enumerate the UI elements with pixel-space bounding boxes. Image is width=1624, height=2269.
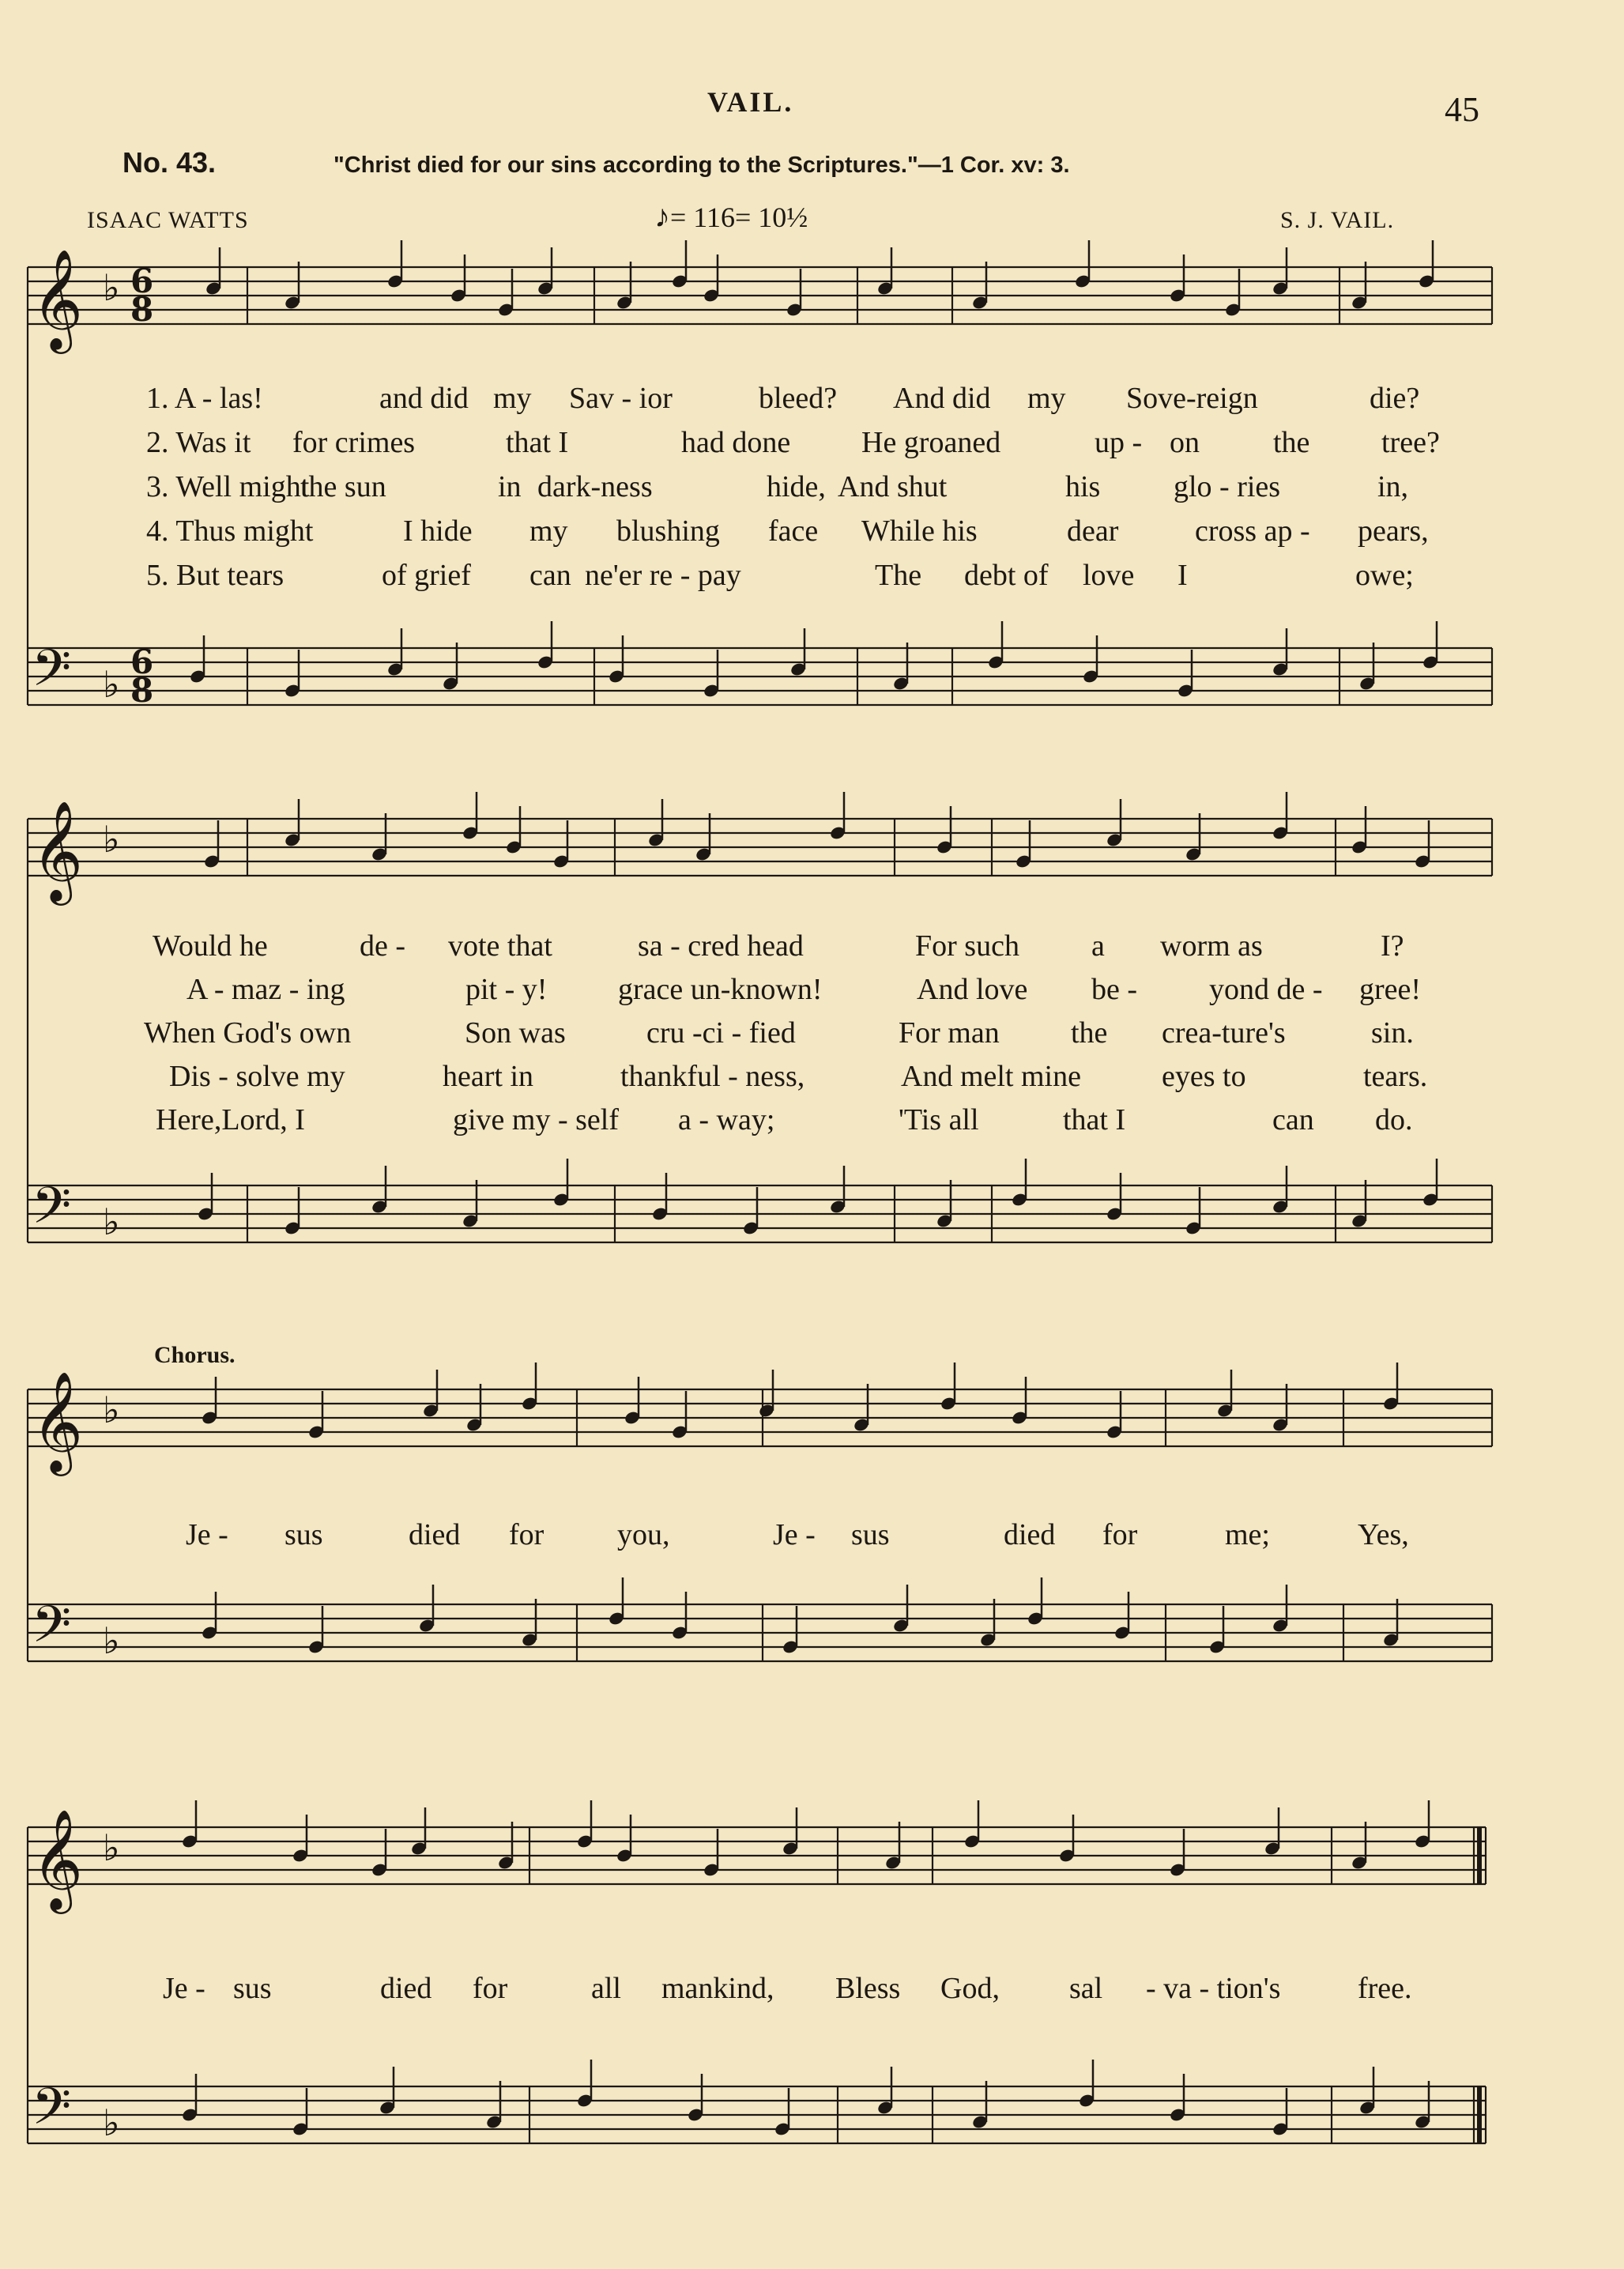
time-signature-bottom: 8 (130, 671, 154, 710)
flat-icon: ♭ (103, 1200, 120, 1243)
flat-icon: ♭ (103, 663, 120, 706)
bass-clef-icon: 𝄢 (32, 1177, 72, 1248)
flat-icon: ♭ (103, 2101, 120, 2144)
scripture-quote: "Christ died for our sins according to the Scriptures."—1 Cor. xv: 3. (333, 153, 1070, 178)
treble-clef-icon: 𝄞 (32, 1808, 84, 1909)
flat-icon: ♭ (103, 1619, 120, 1662)
time-signature-bottom: 8 (130, 290, 154, 329)
time-signature-top: 6 (130, 643, 154, 681)
chorus-label: Chorus. (154, 1342, 235, 1368)
flat-icon: ♭ (103, 1389, 120, 1431)
flat-icon: ♭ (103, 818, 120, 861)
bass-clef-icon: 𝄢 (32, 2078, 72, 2149)
composer: S. J. VAIL. (1280, 207, 1395, 233)
hymn-title: VAIL. (707, 86, 794, 118)
bass-clef-icon: 𝄢 (32, 639, 72, 710)
time-signature-top: 6 (130, 262, 154, 300)
eighth-note-icon: ♪ (654, 198, 670, 234)
treble-clef-icon: 𝄞 (32, 248, 84, 349)
flat-icon: ♭ (103, 266, 120, 309)
bass-clef-icon: 𝄢 (32, 1596, 72, 1667)
flat-icon: ♭ (103, 1826, 120, 1869)
tempo-marking: ♪= 116= 10½ (654, 198, 808, 234)
page-number: 45 (1445, 90, 1479, 129)
author: ISAAC WATTS (87, 207, 249, 233)
hymn-number: No. 43. (122, 146, 217, 179)
treble-clef-icon: 𝄞 (32, 1370, 84, 1472)
treble-clef-icon: 𝄞 (32, 800, 84, 901)
